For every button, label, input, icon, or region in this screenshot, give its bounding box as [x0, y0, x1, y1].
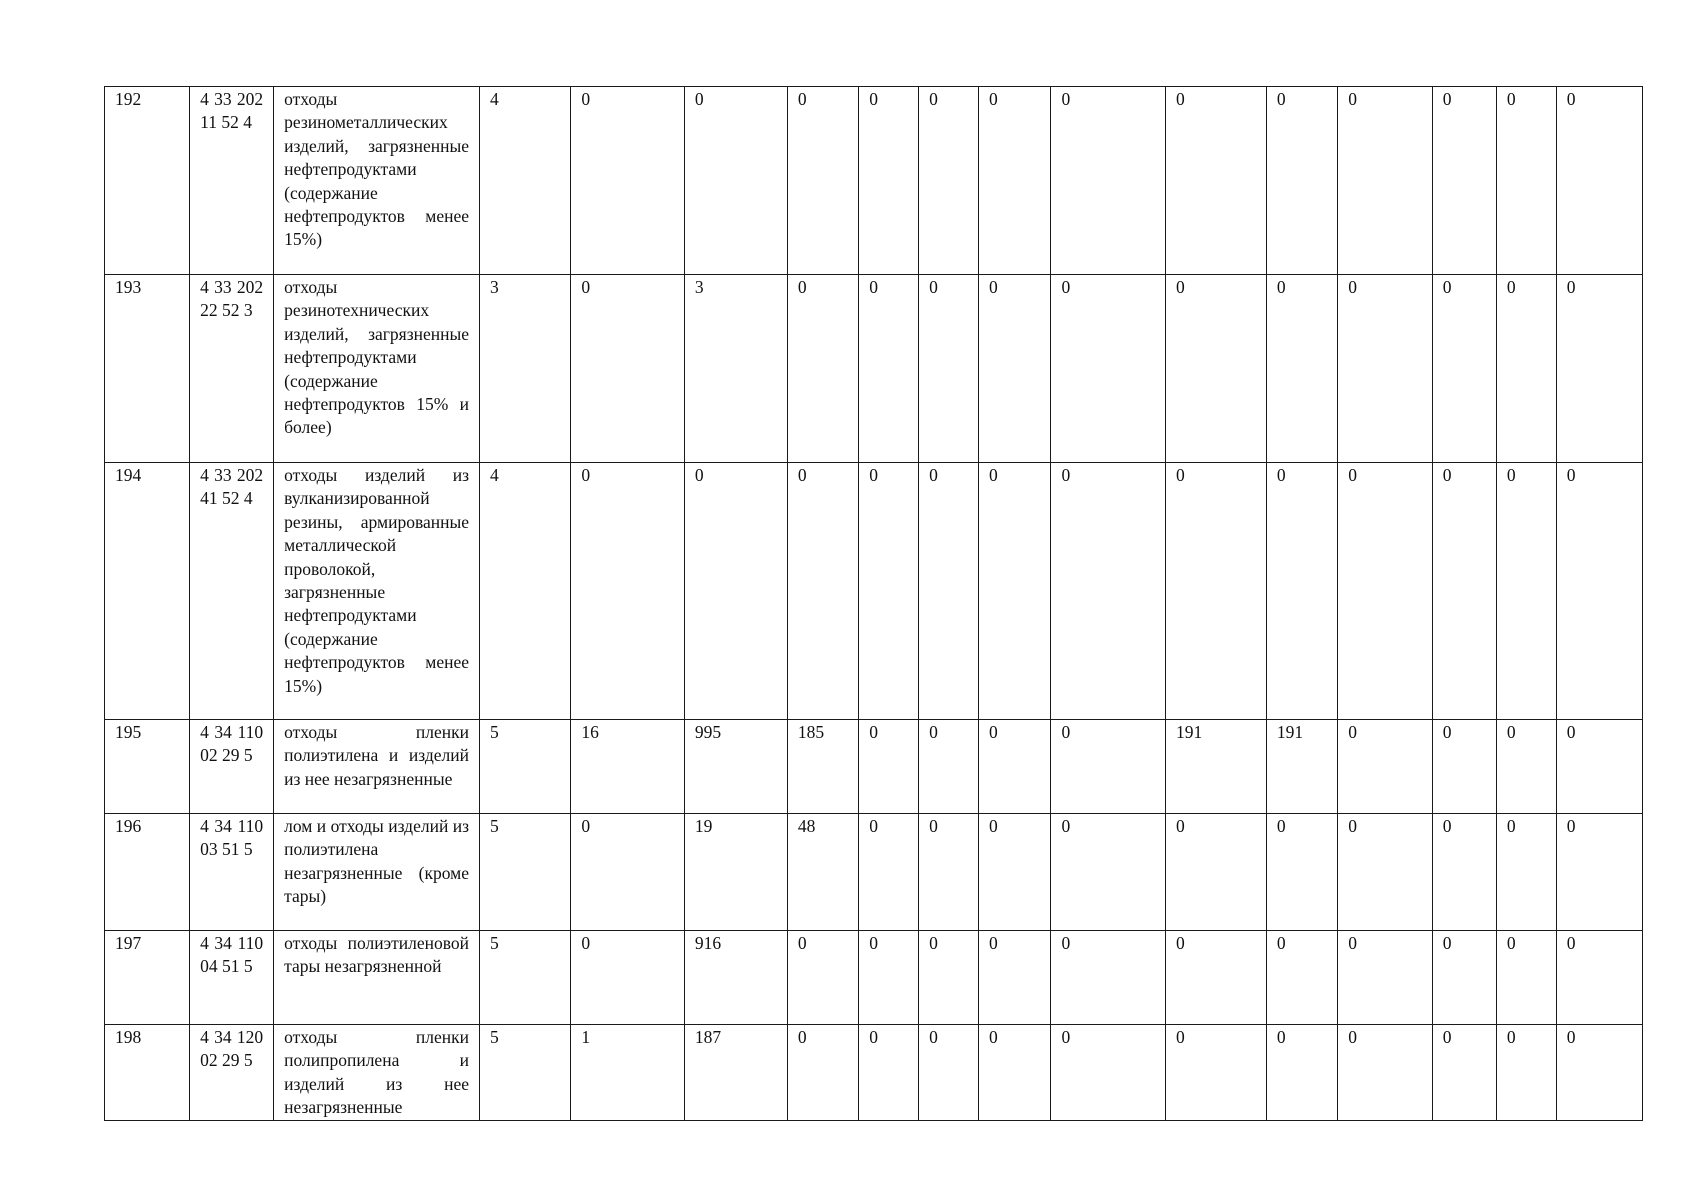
value-cell: 0: [1556, 931, 1642, 1025]
table-row: [105, 931, 1643, 1025]
value-cell: 187: [684, 1025, 787, 1121]
value-cell: 0: [1051, 275, 1166, 463]
value-cell: 0: [919, 931, 979, 1025]
value-cell: 0: [979, 814, 1051, 931]
row-number: 195: [105, 720, 190, 814]
value-cell: 0: [1432, 1025, 1496, 1121]
table-row: [105, 1025, 1643, 1121]
value-cell: 1: [571, 1025, 684, 1121]
waste-name: лом и отходы изделий из полиэтилена незагрязненные (кроме тары): [274, 814, 480, 931]
value-cell: 0: [1051, 87, 1166, 275]
value-cell: 0: [979, 463, 1051, 720]
hazard-class: 4: [480, 87, 571, 275]
value-cell: 0: [859, 931, 919, 1025]
value-cell: 0: [859, 87, 919, 275]
value-cell: 0: [1432, 931, 1496, 1025]
hazard-class: 5: [480, 720, 571, 814]
value-cell: 0: [1556, 1025, 1642, 1121]
value-cell: 0: [919, 463, 979, 720]
value-cell: 0: [919, 275, 979, 463]
value-cell: 0: [1338, 87, 1433, 275]
value-cell: 0: [1338, 814, 1433, 931]
value-cell: 0: [1556, 814, 1642, 931]
value-cell: 0: [1496, 275, 1556, 463]
waste-name: отходы пленки полиэтилена и изделий из нее незагрязненные: [274, 720, 480, 814]
value-cell: 0: [684, 463, 787, 720]
value-cell: 3: [684, 275, 787, 463]
value-cell: 0: [1165, 1025, 1266, 1121]
value-cell: 0: [1338, 275, 1433, 463]
table-row: [105, 463, 1643, 720]
value-cell: 19: [684, 814, 787, 931]
value-cell: 0: [1496, 720, 1556, 814]
value-cell: 0: [979, 275, 1051, 463]
value-cell: 191: [1165, 720, 1266, 814]
value-cell: 0: [919, 814, 979, 931]
value-cell: 0: [1338, 463, 1433, 720]
waste-code: 4 34 110 02 29 5: [190, 720, 274, 814]
table-row: [105, 720, 1643, 814]
waste-name: отходы изделий из вулканизированной резины, армированные металлической проволокой, загрязненные нефтепродуктами (содержание нефтепродуктов менее 15%): [274, 463, 480, 720]
value-cell: 16: [571, 720, 684, 814]
value-cell: 48: [787, 814, 858, 931]
waste-code: 4 34 110 03 51 5: [190, 814, 274, 931]
value-cell: 0: [859, 720, 919, 814]
value-cell: 0: [1266, 1025, 1337, 1121]
value-cell: 0: [979, 1025, 1051, 1121]
value-cell: 0: [859, 275, 919, 463]
value-cell: 0: [1051, 1025, 1166, 1121]
value-cell: 185: [787, 720, 858, 814]
value-cell: 0: [1266, 463, 1337, 720]
row-number: 197: [105, 931, 190, 1025]
row-number: 193: [105, 275, 190, 463]
value-cell: 0: [919, 87, 979, 275]
value-cell: 0: [919, 1025, 979, 1121]
hazard-class: 3: [480, 275, 571, 463]
value-cell: 0: [571, 275, 684, 463]
value-cell: 916: [684, 931, 787, 1025]
waste-name: отходы пленки полипропилена и изделий из нее незагрязненные: [274, 1025, 480, 1121]
waste-code: 4 34 110 04 51 5: [190, 931, 274, 1025]
value-cell: 0: [787, 931, 858, 1025]
value-cell: 0: [1266, 814, 1337, 931]
value-cell: 0: [1556, 463, 1642, 720]
value-cell: 0: [979, 87, 1051, 275]
value-cell: 0: [859, 814, 919, 931]
row-number: 192: [105, 87, 190, 275]
row-number: 196: [105, 814, 190, 931]
waste-code: 4 34 120 02 29 5: [190, 1025, 274, 1121]
value-cell: 0: [787, 1025, 858, 1121]
value-cell: 0: [1496, 931, 1556, 1025]
value-cell: 995: [684, 720, 787, 814]
value-cell: 0: [787, 87, 858, 275]
table-row: [105, 814, 1643, 931]
value-cell: 0: [1165, 87, 1266, 275]
value-cell: 0: [919, 720, 979, 814]
value-cell: 0: [1266, 87, 1337, 275]
value-cell: 0: [1165, 931, 1266, 1025]
waste-name: отходы резинотехнических изделий, загрязненные нефтепродуктами (содержание нефтепродуктов 15% и более): [274, 275, 480, 463]
value-cell: 0: [1051, 720, 1166, 814]
value-cell: 0: [1266, 931, 1337, 1025]
value-cell: 0: [859, 463, 919, 720]
value-cell: 0: [1496, 814, 1556, 931]
value-cell: 0: [1165, 463, 1266, 720]
value-cell: 0: [1051, 463, 1166, 720]
value-cell: 0: [1496, 463, 1556, 720]
table-row: [105, 87, 1643, 275]
table-row: [105, 275, 1643, 463]
value-cell: 191: [1266, 720, 1337, 814]
hazard-class: 4: [480, 463, 571, 720]
value-cell: 0: [1432, 720, 1496, 814]
waste-table: [104, 86, 1643, 1121]
value-cell: 0: [979, 720, 1051, 814]
value-cell: 0: [1338, 931, 1433, 1025]
waste-code: 4 33 202 41 52 4: [190, 463, 274, 720]
waste-name: отходы полиэтиленовой тары незагрязненной: [274, 931, 480, 1025]
hazard-class: 5: [480, 931, 571, 1025]
value-cell: 0: [787, 463, 858, 720]
value-cell: 0: [571, 931, 684, 1025]
row-number: 198: [105, 1025, 190, 1121]
value-cell: 0: [1496, 1025, 1556, 1121]
hazard-class: 5: [480, 814, 571, 931]
value-cell: 0: [1432, 463, 1496, 720]
value-cell: 0: [859, 1025, 919, 1121]
value-cell: 0: [1051, 931, 1166, 1025]
value-cell: 0: [1432, 814, 1496, 931]
value-cell: 0: [1266, 275, 1337, 463]
value-cell: 0: [1338, 1025, 1433, 1121]
waste-code: 4 33 202 11 52 4: [190, 87, 274, 275]
value-cell: 0: [1432, 87, 1496, 275]
hazard-class: 5: [480, 1025, 571, 1121]
waste-name: отходы резинометаллических изделий, загрязненные нефтепродуктами (содержание нефтепродуктов менее 15%): [274, 87, 480, 275]
value-cell: 0: [571, 87, 684, 275]
value-cell: 0: [1496, 87, 1556, 275]
value-cell: 0: [1556, 720, 1642, 814]
value-cell: 0: [571, 814, 684, 931]
value-cell: 0: [979, 931, 1051, 1025]
waste-code: 4 33 202 22 52 3: [190, 275, 274, 463]
value-cell: 0: [684, 87, 787, 275]
value-cell: 0: [1051, 814, 1166, 931]
value-cell: 0: [1165, 275, 1266, 463]
value-cell: 0: [1165, 814, 1266, 931]
value-cell: 0: [571, 463, 684, 720]
value-cell: 0: [1556, 87, 1642, 275]
value-cell: 0: [1338, 720, 1433, 814]
value-cell: 0: [1556, 275, 1642, 463]
value-cell: 0: [1432, 275, 1496, 463]
table-body: [105, 87, 1643, 1121]
row-number: 194: [105, 463, 190, 720]
value-cell: 0: [787, 275, 858, 463]
